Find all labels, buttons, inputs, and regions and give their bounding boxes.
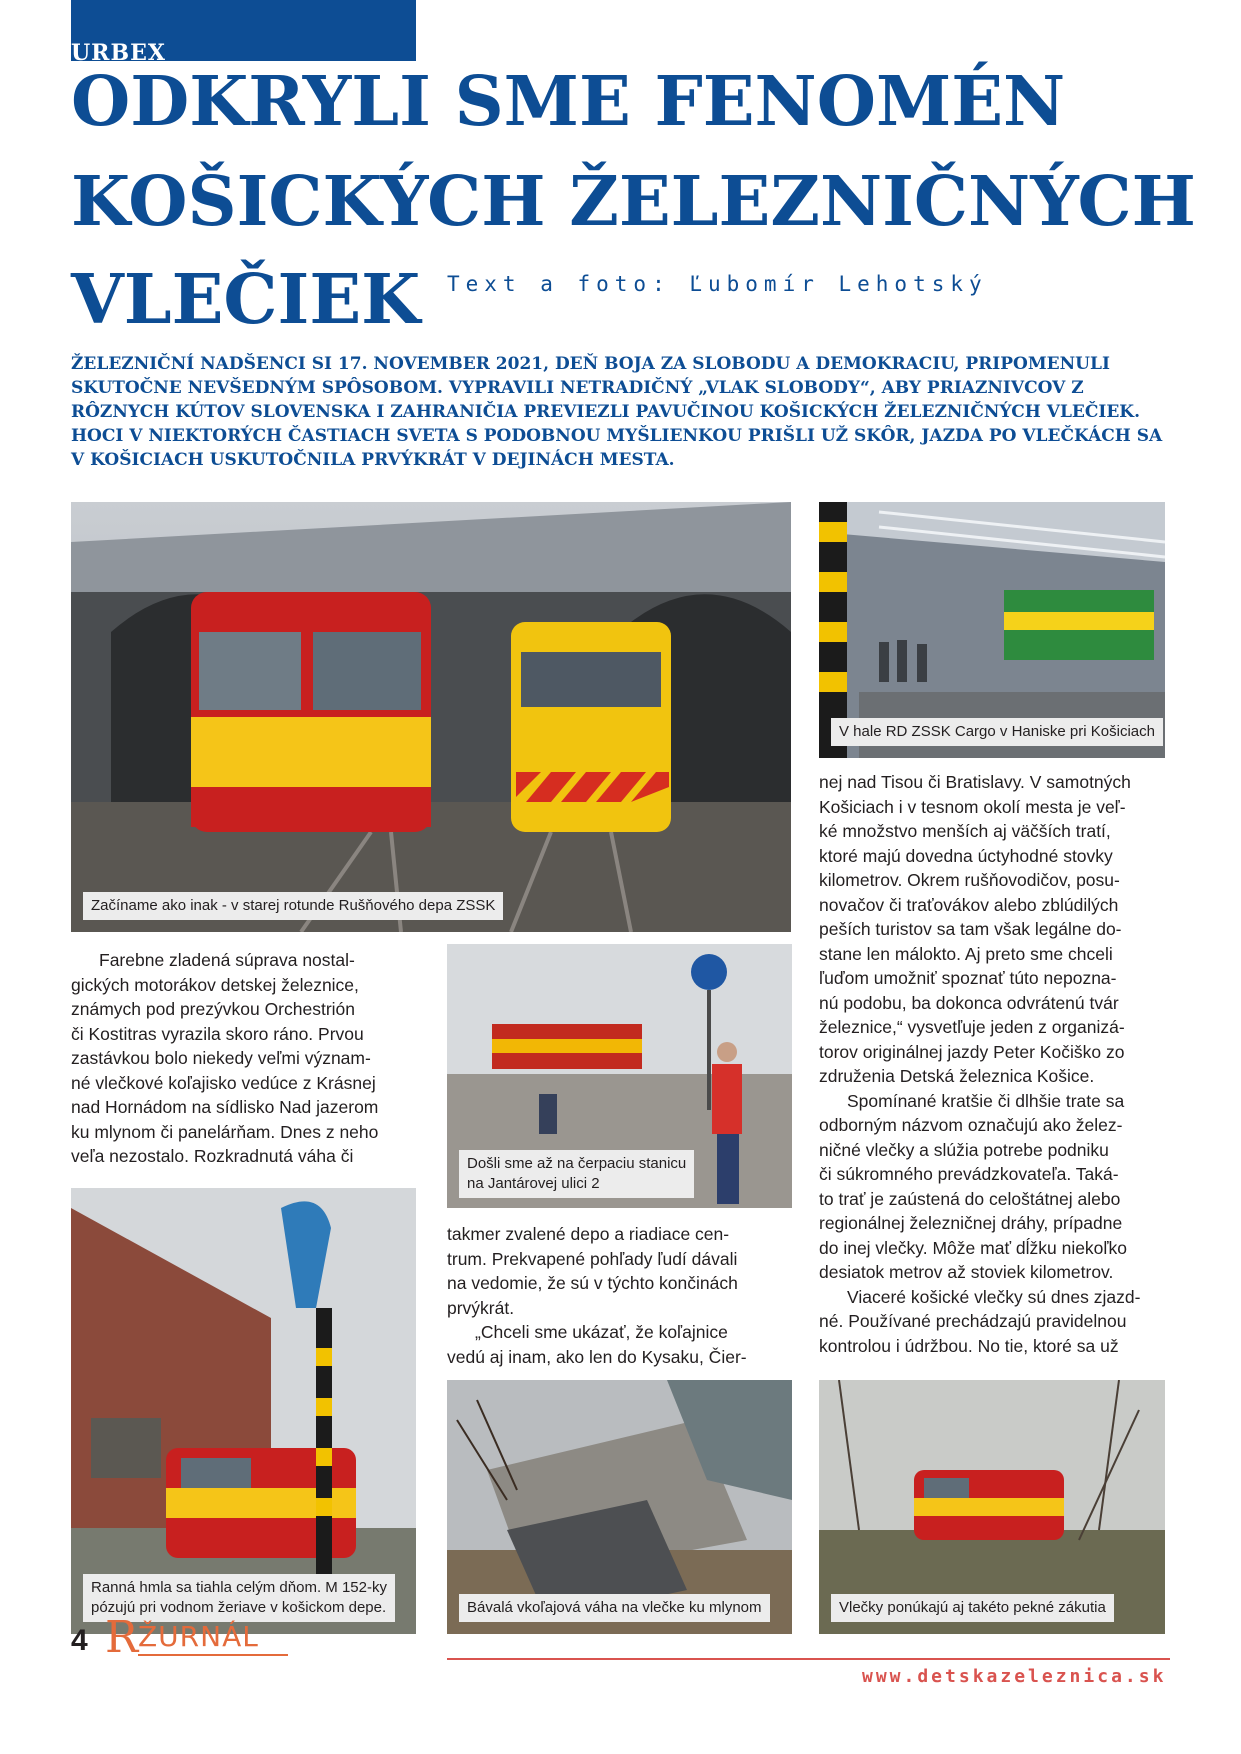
caption-station [459, 1150, 694, 1198]
body-line: regionálnej železničnej dráhy, prípadne [819, 1213, 1123, 1233]
body-line: ktoré majú dovedna úctyhodné stovky [819, 845, 1113, 866]
fog-illustration [71, 1188, 416, 1634]
body-line: nú podobu, ba dokonca odvrátenú tvár [819, 992, 1119, 1013]
photo-corner [819, 1380, 1165, 1634]
section-label: URBEX [71, 40, 166, 66]
body-line: do inej vlečky. Môže mať dĺžku niekoľko [819, 1237, 1128, 1258]
body-line: ľuďom umožniť spoznať túto nepozna- [819, 968, 1117, 988]
body-line: Farebne zladená súprava nostal- [99, 950, 355, 970]
body-line: ku mlynom či panelárňam. Dnes z neho [71, 1121, 379, 1142]
body-line: stane len málokto. Aj preto sme chceli [819, 943, 1113, 964]
body-line: veľa nezostalo. Rozkradnutá váha či [71, 1146, 354, 1166]
lead-paragraph [71, 352, 1171, 472]
body-line: či súkromného prevádzkovateľa. Taká- [819, 1164, 1119, 1184]
body-line: odborným názvom označujú ako želez- [819, 1115, 1123, 1135]
body-line: peších turistov sa tam však legálne do- [819, 919, 1122, 939]
body-line: združenia Detská železnica Košice. [819, 1066, 1095, 1086]
photo-rotunda [71, 502, 791, 932]
body-line: prvýkrát. [447, 1297, 515, 1318]
lead-line: SKUTOČNE NEVŠEDNÝM SPÔSOBOM. VYPRAVILI NETRADIČNÝ „VLAK SLOBODY“, ABY PRIAZNIVCOV Z [71, 378, 1084, 398]
body-column-right [819, 770, 1165, 1358]
body-column-middle [447, 1222, 792, 1369]
body-line: kilometrov. Okrem rušňovodičov, posu- [819, 870, 1120, 890]
caption-rotunda: Začíname ako inak - v starej rotunde Rušňového depa ZSSK [83, 892, 503, 920]
logo-r: R [105, 1612, 139, 1663]
body-line: ké množstvo menších aj väčších tratí, [819, 821, 1111, 841]
body-line: Košiciach i v tesnom okolí mesta je veľ- [819, 796, 1126, 817]
body-line: desiatok metrov až stoviek kilometrov. [819, 1262, 1114, 1282]
body-line: ničné vlečky a slúžia potrebe podniku [819, 1139, 1109, 1160]
headline-line-2: KOŠICKÝCH ŽELEZNIČNÝCH [71, 162, 1196, 242]
caption-corner: Vlečky ponúkajú aj takéto pekné zákutia [831, 1594, 1114, 1622]
logo-word: ŽURNÁL [138, 1620, 259, 1653]
headline-line-1: ODKRYLI SME FENOMÉN [71, 62, 1066, 142]
body-line: na vedomie, že sú v týchto končinách [447, 1273, 738, 1293]
body-line: to trať je zaústená do celoštátnej alebo [819, 1188, 1121, 1209]
body-line: Spomínané kratšie či dlhšie trate sa [847, 1090, 1125, 1111]
byline: Text a foto: Ľubomír Lehotský [447, 272, 988, 296]
body-line: takmer zvalené depo a riadiace cen- [447, 1224, 730, 1244]
lead-line: HOCI V NIEKTORÝCH ČASTIACH SVETA S PODOBNOU MYŠLIENKOU PRIŠLI UŽ SKÔR, JAZDA PO VLEČKÁCH SA [71, 426, 1163, 446]
body-column-left [71, 948, 416, 1169]
body-line: né. Používané prechádzajú pravidelnou [819, 1311, 1127, 1331]
lead-line: ŽELEZNIČNÍ NADŠENCI SI 17. NOVEMBER 2021, DEŇ BOJA ZA SLOBODU A DEMOKRACIU, PRIPOMENULI [71, 354, 1110, 374]
body-line: né vlečkové koľajisko vedúce z Krásnej [71, 1072, 376, 1093]
headline-line-3: VLEČIEK [71, 260, 421, 340]
body-line: Viaceré košické vlečky sú dnes zjazd- [847, 1286, 1141, 1307]
body-line: železnice,“ vysvetľuje jeden z organizá- [819, 1017, 1125, 1037]
body-line: kontrolou i údržbou. No tie, ktoré sa už [819, 1335, 1119, 1356]
lead-line: RÔZNYCH KÚTOV SLOVENSKA I ZAHRANIČIA PREVIEZLI PAVUČINOU KOŠICKÝCH ŽELEZNIČNÝCH VLEČIEK. [71, 402, 1140, 422]
lead-line: V KOŠICIACH USKUTOČNILA PRVÝKRÁT V DEJINÁCH MESTA. [71, 450, 675, 470]
footer-url[interactable]: www.detskazeleznica.sk [862, 1666, 1167, 1687]
photo-hall [819, 502, 1165, 758]
caption-fog-line: pózujú pri vodnom žeriave v košickom depe. [91, 1599, 387, 1616]
caption-scale: Bávalá vkoľajová váha na vlečke ku mlynom [459, 1594, 770, 1622]
rotunda-illustration [71, 502, 791, 932]
footer-rule [447, 1658, 1170, 1660]
logo-underline [138, 1654, 288, 1656]
caption-station-line: Došli sme až na čerpaciu stanicu [467, 1155, 687, 1172]
body-line: zastávkou bolo niekedy veľmi význam- [71, 1048, 371, 1068]
body-line: vedú aj inam, ako len do Kysaku, Čier- [447, 1346, 747, 1367]
body-line: nad Hornádom na sídlisko Nad jazerom [71, 1097, 379, 1117]
caption-fog-line: Ranná hmla sa tiahla celým dňom. M 152-ky [91, 1579, 387, 1596]
body-line: novačov či traťovákov alebo zblúdilých [819, 894, 1119, 915]
body-line: gických motorákov detskej železnice, [71, 974, 359, 995]
body-line: torov originálnej jazdy Peter Kočiško zo [819, 1041, 1125, 1062]
page-number: 4 [71, 1624, 88, 1657]
body-line: známych pod prezývkou Orchestrión [71, 999, 356, 1019]
caption-station-line: na Jantárovej ulici 2 [467, 1175, 600, 1192]
photo-scale [447, 1380, 792, 1634]
body-line: či Kostitras vyrazila skoro ráno. Prvou [71, 1023, 364, 1044]
photo-fog [71, 1188, 416, 1634]
body-line: „Chceli sme ukázať, že koľajnice [475, 1322, 728, 1342]
photo-station [447, 944, 792, 1208]
caption-hall: V hale RD ZSSK Cargo v Haniske pri Košiciach [831, 718, 1163, 746]
body-line: nej nad Tisou či Bratislavy. V samotných [819, 772, 1131, 792]
body-line: trum. Prekvapené pohľady ľudí dávali [447, 1248, 738, 1269]
